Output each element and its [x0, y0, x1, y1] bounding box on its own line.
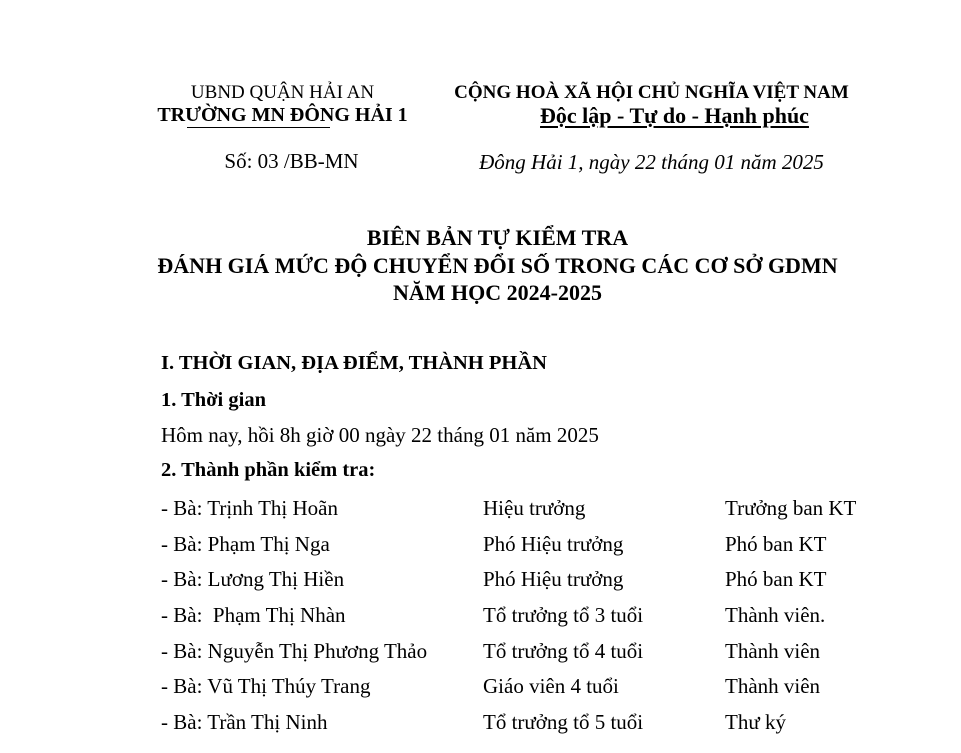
member-name: - Bà: Lương Thị Hiền [161, 567, 345, 592]
place-date-line: Đông Hải 1, ngày 22 tháng 01 năm 2025 [479, 150, 824, 174]
issuing-org-block [140, 82, 425, 128]
member-name: - Bà: Nguyễn Thị Phương Thảo [161, 638, 428, 663]
national-title: CỘNG HOÀ XÃ HỘI CHỦ NGHĨA VIỆT NAM [454, 82, 849, 103]
member-role: Thành viên [725, 638, 821, 663]
member-row [161, 496, 901, 532]
time-text: Hôm nay, hồi 8h giờ 00 ngày 22 tháng 01 năm 2025 [161, 423, 599, 447]
member-position: Phó Hiệu trưởng [483, 567, 624, 592]
member-name: - Bà: Phạm Thị Nga [161, 531, 330, 556]
member-position: Tổ trưởng tổ 3 tuổi [483, 603, 644, 628]
document-title-line2: ĐÁNH GIÁ MỨC ĐỘ CHUYỂN ĐỔI SỐ TRONG CÁC CƠ SỞ GDMN [157, 252, 838, 278]
member-name: - Bà: Trần Thị Ninh [161, 710, 328, 735]
member-position: Hiệu trưởng [483, 496, 586, 520]
org-parent-name: UBND QUẬN HẢI AN [190, 82, 375, 103]
member-row [161, 567, 901, 603]
members-list [161, 496, 901, 746]
subsection-time-heading: 1. Thời gian [161, 389, 266, 411]
org-name: TRƯỜNG MN ĐÔNG HẢI 1 [157, 104, 408, 126]
member-row [161, 710, 901, 746]
member-role: Trưởng ban KT [725, 496, 857, 520]
member-name: - Bà: Phạm Thị Nhàn [161, 603, 346, 628]
member-row [161, 603, 901, 639]
section-1-heading: I. THỜI GIAN, ĐỊA ĐIỂM, THÀNH PHẦN [161, 352, 547, 374]
member-position: Giáo viên 4 tuổi [483, 674, 619, 699]
doc-number: Số: 03 /BB-MN [224, 149, 359, 173]
member-position: Tổ trưởng tổ 5 tuổi [483, 710, 644, 735]
org-underline-divider [187, 127, 330, 128]
national-motto: Độc lập - Tự do - Hạnh phúc [540, 103, 809, 128]
member-row [161, 674, 901, 710]
member-role: Thư ký [725, 710, 786, 735]
member-position: Tổ trưởng tổ 4 tuổi [483, 638, 644, 663]
member-role: Phó ban KT [725, 531, 827, 556]
document-title-line3: NĂM HỌC 2024-2025 [393, 280, 602, 306]
member-row [161, 639, 901, 675]
member-role: Phó ban KT [725, 567, 827, 592]
national-motto-block [438, 82, 865, 127]
member-role: Thành viên [725, 674, 821, 699]
document-title [130, 224, 865, 307]
member-role: Thành viên. [725, 603, 826, 628]
member-row [161, 532, 901, 568]
member-name: - Bà: Trịnh Thị Hoãn [161, 496, 338, 520]
subsection-members-heading: 2. Thành phần kiểm tra: [161, 459, 376, 481]
member-position: Phó Hiệu trưởng [483, 531, 624, 556]
member-name: - Bà: Vũ Thị Thúy Trang [161, 674, 371, 699]
document-title-line1: BIÊN BẢN TỰ KIỂM TRA [366, 225, 629, 250]
